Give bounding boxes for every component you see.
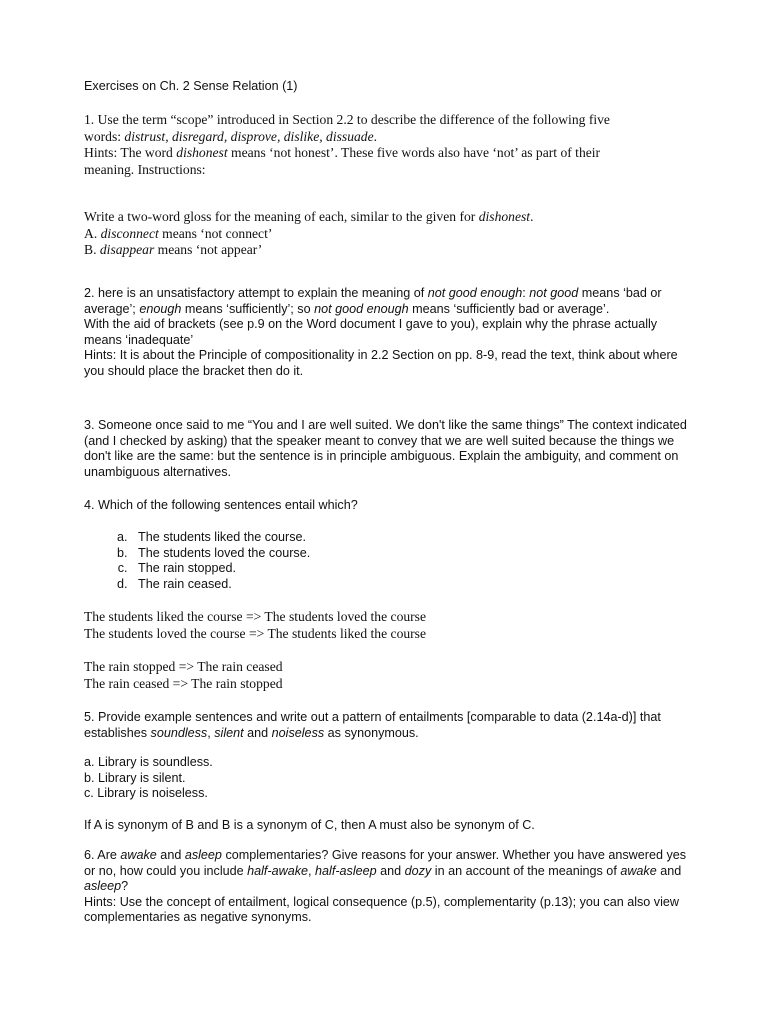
list-item: a. The students liked the course. <box>131 530 688 546</box>
q4-answer-rain: The rain stopped => The rain ceased The rain ceased => The rain stopped <box>84 659 283 691</box>
q1-hints: Hints: The word dishonest means ‘not honest’. These five words also have ‘not’ as part of their <box>84 145 601 160</box>
list-item: a. Library is soundless. <box>84 755 213 769</box>
q5-rule: If A is synonym of B and B is a synonym of C, then A must also be synonym of C. <box>84 818 535 832</box>
q6-para-1: 6. Are awake and asleep complementaries? Give reasons for your answer. Whether you have answered yes or no, how could you include half-awake, half-asleep and dozy in an account of the meanings of awake and asleep? <box>84 848 687 894</box>
list-item: c. The rain stopped. <box>131 561 688 577</box>
list-item: c. Library is noiseless. <box>84 786 208 801</box>
q4-sentence-list <box>84 530 688 592</box>
q1-example-a: A. disconnect means ‘not connect’ <box>84 225 273 241</box>
q2-hints: Hints: It is about the Principle of compositionality in 2.2 Section on pp. 8-9, read the text, think about where you should place the bracket then do it. <box>84 348 678 378</box>
question-6 <box>84 848 688 926</box>
list-item: b. Library is silent. <box>84 770 186 785</box>
question-2 <box>84 286 688 380</box>
question-1 <box>84 112 688 178</box>
q2-para-1: 2. here is an unsatisfactory attempt to explain the meaning of not good enough: not good means ‘bad or average’; enough means ‘sufficiently’; so not good enough means ‘sufficiently bad or average’. <box>84 286 662 316</box>
question-3: 3. Someone once said to me “You and I are well suited. We don't like the same things” The context indicated (and I checked by asking) that the speaker meant to convey that we are well suited because the things we don't like are the same: but the sentence is in principle ambiguous. Explain the ambiguity, and comment on unambiguous alternatives. <box>84 418 687 479</box>
q1-example-b: B. disappear means ‘not appear’ <box>84 242 263 257</box>
list-item: d. The rain ceased. <box>131 577 688 593</box>
q5-examples <box>84 755 688 802</box>
q1-line-4: meaning. Instructions: <box>84 161 206 177</box>
question-4: 4. Which of the following sentences entail which? <box>84 498 358 512</box>
q1-line-2: words: distrust, disregard, disprove, dislike, dissuade. <box>84 128 378 144</box>
q4-answer-students: The students liked the course => The students loved the course The students loved the course => The students liked the course <box>84 609 427 641</box>
question-5: 5. Provide example sentences and write out a pattern of entailments [comparable to data (2.14a-d)] that establishes soundless, silent and noiseless as synonymous. <box>84 710 661 740</box>
document-title: Exercises on Ch. 2 Sense Relation (1) <box>84 79 298 93</box>
q1-word-list: distrust, disregard, disprove, dislike, dissuade <box>124 128 374 144</box>
q2-para-2: With the aid of brackets (see p.9 on the Word document I gave to you), explain why the phrase actually means ‘inadequate’ <box>84 317 658 347</box>
q6-hints: Hints: Use the concept of entailment, logical consequence (p.5), complementarity (p.13); you can also view complementaries as negative synonyms. <box>84 894 680 925</box>
list-item: b. The students loved the course. <box>131 546 688 562</box>
q1-line-1: 1. Use the term “scope” introduced in Section 2.2 to describe the difference of the following five <box>84 112 610 127</box>
q1-instructions: Write a two-word gloss for the meaning of each, similar to the given for dishonest. A. disconnect means ‘not connect’ B. disappear means ‘not appear’ <box>84 209 688 259</box>
